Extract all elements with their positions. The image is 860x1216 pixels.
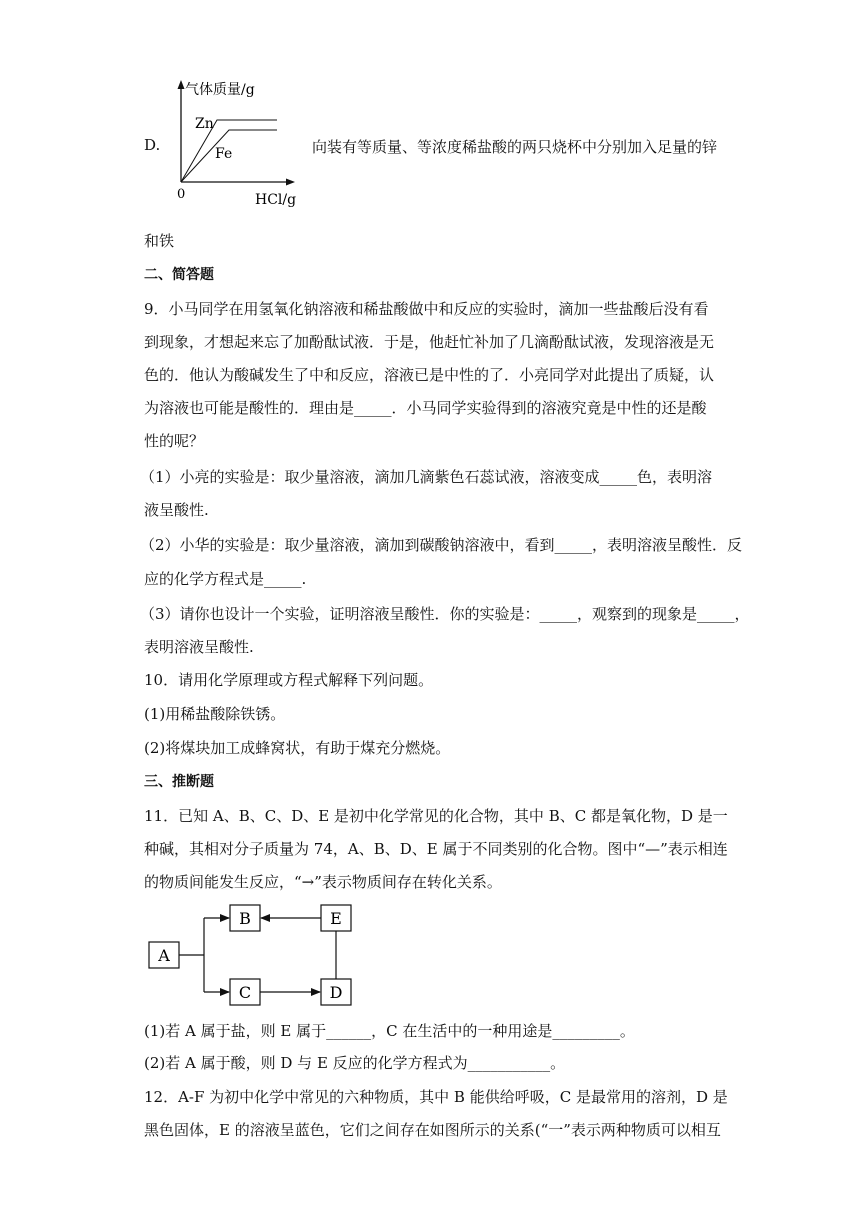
- y-axis-arrow: [178, 80, 185, 89]
- q11-line: 的物质间能发生反应，“→”表示物质间存在转化关系。: [144, 873, 502, 891]
- q9-line: 为溶液也可能是酸性的．理由是_____．小马同学实验得到的溶液究竟是中性的还是酸: [144, 399, 707, 417]
- q9-line: 性的呢？: [144, 432, 205, 450]
- q10-line: 10．请用化学原理或方程式解释下列问题。: [144, 671, 434, 689]
- label-a: A: [158, 946, 170, 965]
- section-heading-inference: 三、推断题: [144, 774, 214, 790]
- origin-label: 0: [177, 187, 186, 202]
- q9-sub1-line: 液呈酸性.: [144, 501, 209, 519]
- q11-line: 11．已知 A、B、C、D、E 是初中化学常见的化合物，其中 B、C 都是氧化物，D 是一: [144, 807, 728, 825]
- label-e: E: [330, 909, 342, 928]
- q10-line: (2)将煤块加工成蜂窝状，有助于煤充分燃烧。: [144, 739, 451, 757]
- q12-line: 黑色固体，E 的溶液呈蓝色，它们之间存在如图所示的关系(“一”表示两种物质可以相互: [144, 1121, 721, 1139]
- q9-line: 9．小马同学在用氢氧化钠溶液和稀盐酸做中和反应的实验时，滴加一些盐酸后没有看: [144, 300, 709, 318]
- q9-sub2-line: （2）小华的实验是：取少量溶液，滴加到碳酸钠溶液中，看到_____，表明溶液呈酸性．反: [140, 536, 743, 554]
- zn-label: Zn: [195, 116, 214, 132]
- label-d: D: [329, 983, 343, 1002]
- q12-line: 12．A-F 为初中化学中常见的六种物质，其中 B 能供给呼吸，C 是最常用的溶剂，D 是: [144, 1088, 728, 1106]
- label-b: B: [239, 909, 251, 928]
- q9-line: 到现象，才想起来忘了加酚酞试液．于是，他赶忙补加了几滴酚酞试液，发现溶液是无: [144, 333, 715, 351]
- q8-d-text-2: 和铁: [144, 232, 175, 250]
- x-axis-label: HCl/g: [255, 192, 297, 208]
- q9-line: 色的．他认为酸碱发生了中和反应，溶液已是中性的了．小亮同学对此提出了质疑，认: [144, 366, 715, 384]
- label-c: C: [238, 983, 252, 1002]
- q10-line: (1)用稀盐酸除铁锈。: [144, 705, 286, 723]
- q11-sub-line: (1)若 A 属于盐，则 E 属于______，C 在生活中的一种用途是_________。: [144, 1022, 635, 1040]
- q9-sub3-line: 表明溶液呈酸性.: [144, 638, 254, 656]
- x-axis-arrow: [286, 179, 295, 186]
- y-axis-label: 气体质量/g: [185, 82, 255, 98]
- q11-relation-diagram: [140, 900, 360, 1010]
- q9-sub1-line: （1）小亮的实验是：取少量溶液，滴加几滴紫色石蕊试液，溶液变成_____色，表明溶: [140, 468, 713, 486]
- q11-sub-line: (2)若 A 属于酸，则 D 与 E 反应的化学方程式为___________。: [144, 1054, 566, 1072]
- gas-mass-graph: [165, 72, 305, 212]
- fe-label: Fe: [215, 146, 233, 162]
- q9-sub3-line: （3）请你也设计一个实验，证明溶液呈酸性．你的实验是：_____，观察到的现象是_____，: [140, 605, 750, 623]
- q11-line: 种碱，其相对分子质量为 74，A、B、D、E 属于不同类别的化合物。图中“—”表示相连: [144, 840, 728, 858]
- option-label-d: D.: [144, 136, 161, 154]
- section-heading-short-answer: 二、简答题: [144, 267, 214, 283]
- q9-sub2-line: 应的化学方程式是_____.: [144, 570, 307, 588]
- q8-d-text-1: 向装有等质量、等浓度稀盐酸的两只烧杯中分别加入足量的锌: [312, 138, 718, 156]
